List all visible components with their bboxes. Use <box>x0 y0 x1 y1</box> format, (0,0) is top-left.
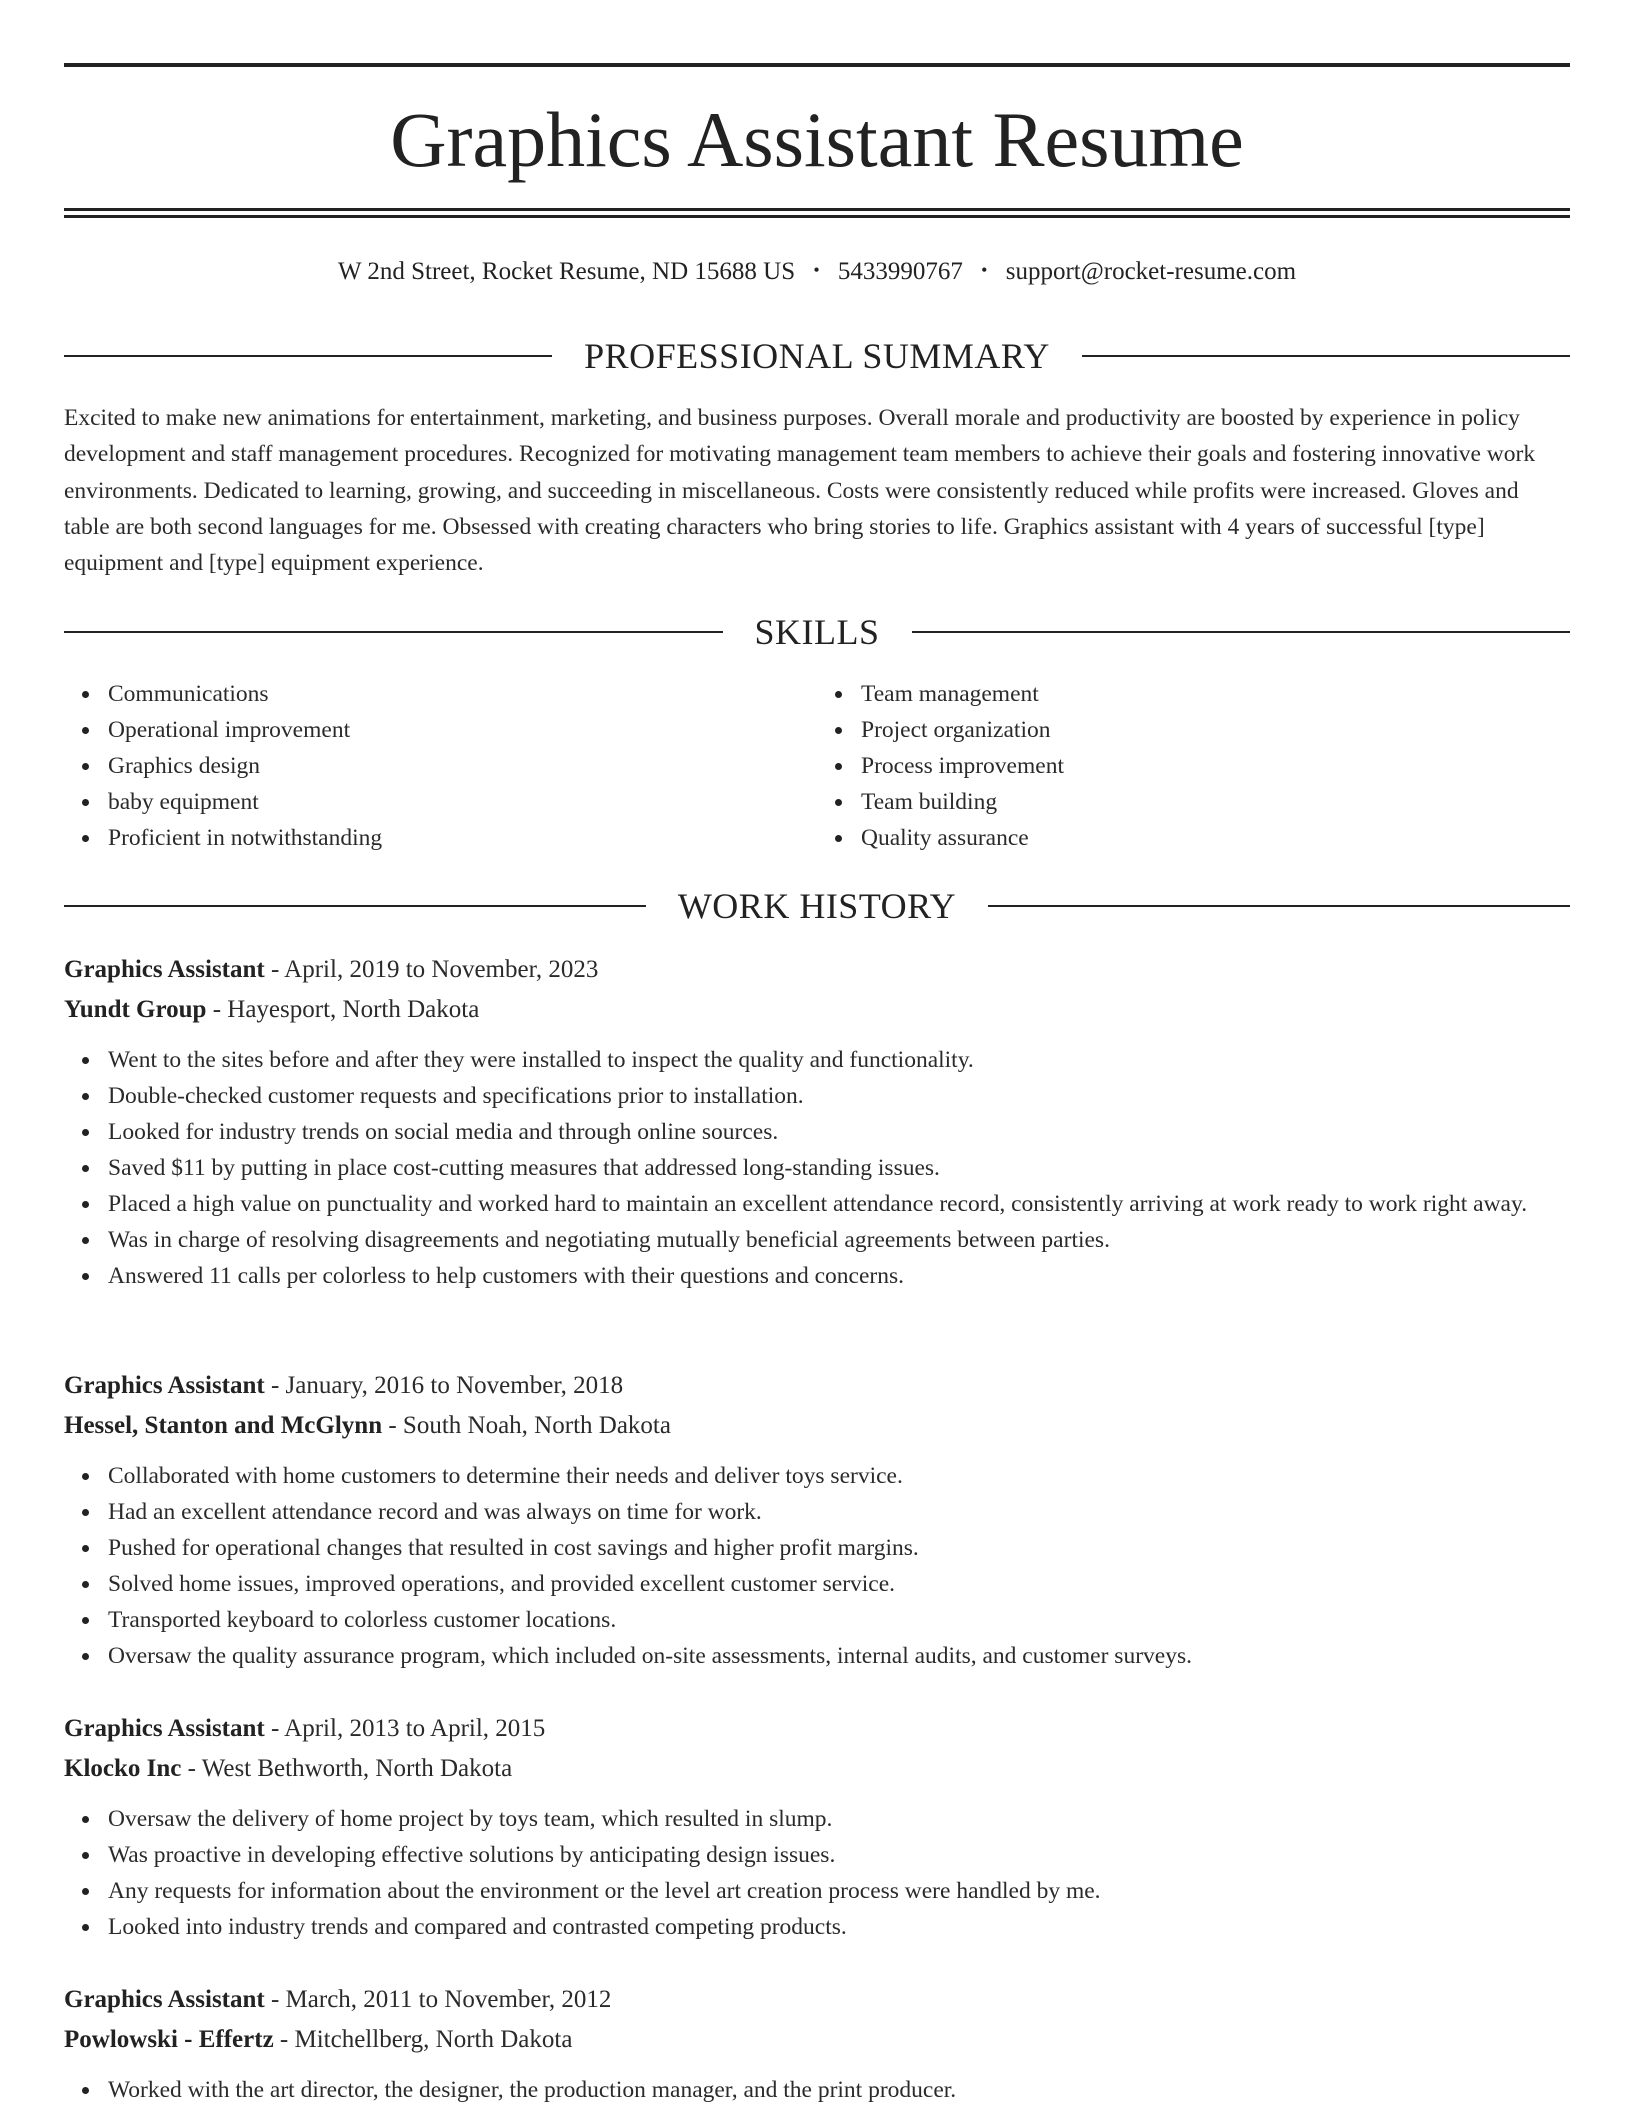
work-history-section-heading <box>64 884 1570 928</box>
job-company-line <box>64 1749 1570 1789</box>
job-title-line <box>64 950 1570 990</box>
job-dates: - April, 2013 to April, 2015 <box>264 1715 546 1742</box>
job-bullet: Double-checked customer requests and specifications prior to installation. <box>108 1078 1570 1114</box>
heading-rule-left <box>64 631 723 633</box>
job-entry <box>64 1709 1570 1945</box>
skills-list <box>64 676 1570 856</box>
job-title: Graphics Assistant <box>64 956 265 983</box>
job-bullets <box>64 1801 1570 1945</box>
job-bullet: Was proactive in developing effective solutions by anticipating design issues. <box>108 1837 1570 1873</box>
job-company-line <box>64 2020 1570 2060</box>
job-bullet: Collaborated with home customers to determine their needs and deliver toys service. <box>108 1458 1570 1494</box>
professional-summary-text: Excited to make new animations for entertainment, marketing, and business purposes. Overall morale and productivity are boosted by experience in policy development and staff management procedures. Recognized for motivating management team members to achieve their goals and fostering innovative work environments. Dedicated to learning, growing, and succeeding in miscellaneous. Costs were consistently reduced while profits were increased. Gloves and table are both second languages for me. Obsessed with creating characters who bring stories to life. Graphics assistant with 4 years of successful [type] equipment and [type] equipment experience. <box>64 405 1536 577</box>
contact-phone: 5433990767 <box>837 258 963 285</box>
job-bullet: Answered 11 calls per colorless to help customers with their questions and concerns. <box>108 1258 1570 1294</box>
work-history-heading-text: WORK HISTORY <box>677 886 957 926</box>
job-dates: - January, 2016 to November, 2018 <box>264 1372 624 1399</box>
job-bullet: Transported keyboard to colorless customer locations. <box>108 1602 1570 1638</box>
heading-rule-right <box>1082 355 1570 357</box>
title-double-divider <box>64 208 1570 218</box>
summary-heading-text: PROFESSIONAL SUMMARY <box>584 336 1050 376</box>
job-company: Yundt Group <box>64 996 207 1023</box>
job-bullet: Worked with the art director, the designer, the production manager, and the print producer. <box>108 2072 1570 2108</box>
skill-item: Process improvement <box>861 748 1570 784</box>
skill-item: Operational improvement <box>108 712 817 748</box>
contact-email: support@rocket-resume.com <box>1005 258 1297 285</box>
skill-item: Proficient in notwithstanding <box>108 820 817 856</box>
job-bullet: Placed a high value on punctuality and worked hard to maintain an excellent attendance record, consistently arriving at work ready to work right away. <box>108 1186 1570 1222</box>
heading-rule-right <box>988 905 1570 907</box>
job-bullet: Had an excellent attendance record and was always on time for work. <box>108 1494 1570 1530</box>
job-bullet: Solved home issues, improved operations, and provided excellent customer service. <box>108 1566 1570 1602</box>
skill-item: Team management <box>861 676 1570 712</box>
job-bullets <box>64 1458 1570 1674</box>
skill-item: Communications <box>108 676 817 712</box>
job-bullet: Saved $11 by putting in place cost-cutting measures that addressed long-standing issues. <box>108 1150 1570 1186</box>
heading-rule-left <box>64 905 646 907</box>
skill-item: Graphics design <box>108 748 817 784</box>
skills-heading-text: SKILLS <box>754 612 880 652</box>
job-bullet: Oversaw the delivery of home project by toys team, which resulted in slump. <box>108 1801 1570 1837</box>
skill-item: baby equipment <box>108 784 817 820</box>
job-location: - Mitchellberg, North Dakota <box>273 2026 573 2053</box>
job-company-line <box>64 1406 1570 1446</box>
contact-separator: • <box>981 260 988 280</box>
job-title-line <box>64 1980 1570 2020</box>
job-dates: - April, 2019 to November, 2023 <box>264 956 599 983</box>
contact-line <box>64 255 1570 290</box>
job-entry <box>64 1980 1570 2108</box>
job-entry <box>64 950 1570 1294</box>
job-title: Graphics Assistant <box>64 1372 265 1399</box>
contact-separator: • <box>813 260 820 280</box>
job-title-line <box>64 1366 1570 1406</box>
job-bullet: Went to the sites before and after they were installed to inspect the quality and functionality. <box>108 1042 1570 1078</box>
job-bullet: Looked into industry trends and compared and contrasted competing products. <box>108 1909 1570 1945</box>
heading-rule-left <box>64 355 552 357</box>
job-location: - West Bethworth, North Dakota <box>181 1755 513 1782</box>
top-divider <box>64 63 1570 67</box>
job-dates: - March, 2011 to November, 2012 <box>264 1986 612 2013</box>
job-location: - Hayesport, North Dakota <box>206 996 480 1023</box>
job-title: Graphics Assistant <box>64 1986 265 2013</box>
job-bullet: Was in charge of resolving disagreements and negotiating mutually beneficial agreements between parties. <box>108 1222 1570 1258</box>
job-bullet: Any requests for information about the environment or the level art creation process were handled by me. <box>108 1873 1570 1909</box>
skills-section-heading <box>64 610 1570 654</box>
skill-item: Team building <box>861 784 1570 820</box>
contact-address: W 2nd Street, Rocket Resume, ND 15688 US <box>337 258 796 285</box>
job-location: - South Noah, North Dakota <box>382 1412 671 1439</box>
skills-column-left <box>64 676 817 856</box>
job-bullet: Oversaw the quality assurance program, which included on-site assessments, internal audits, and customer surveys. <box>108 1638 1570 1674</box>
job-bullets <box>64 1042 1570 1294</box>
resume-title: Graphics Assistant Resume <box>390 96 1244 183</box>
heading-rule-right <box>912 631 1571 633</box>
job-entry <box>64 1366 1570 1674</box>
job-bullet: Looked for industry trends on social media and through online sources. <box>108 1114 1570 1150</box>
job-title: Graphics Assistant <box>64 1715 265 1742</box>
skills-column-right <box>817 676 1570 856</box>
job-bullets <box>64 2072 1570 2108</box>
summary-section-heading <box>64 334 1570 378</box>
job-company: Hessel, Stanton and McGlynn <box>64 1412 383 1439</box>
job-company: Powlowski - Effertz <box>64 2026 274 2053</box>
skill-item: Project organization <box>861 712 1570 748</box>
job-company: Klocko Inc <box>64 1755 182 1782</box>
job-bullet: Pushed for operational changes that resulted in cost savings and higher profit margins. <box>108 1530 1570 1566</box>
job-title-line <box>64 1709 1570 1749</box>
job-company-line <box>64 990 1570 1030</box>
skill-item: Quality assurance <box>861 820 1570 856</box>
